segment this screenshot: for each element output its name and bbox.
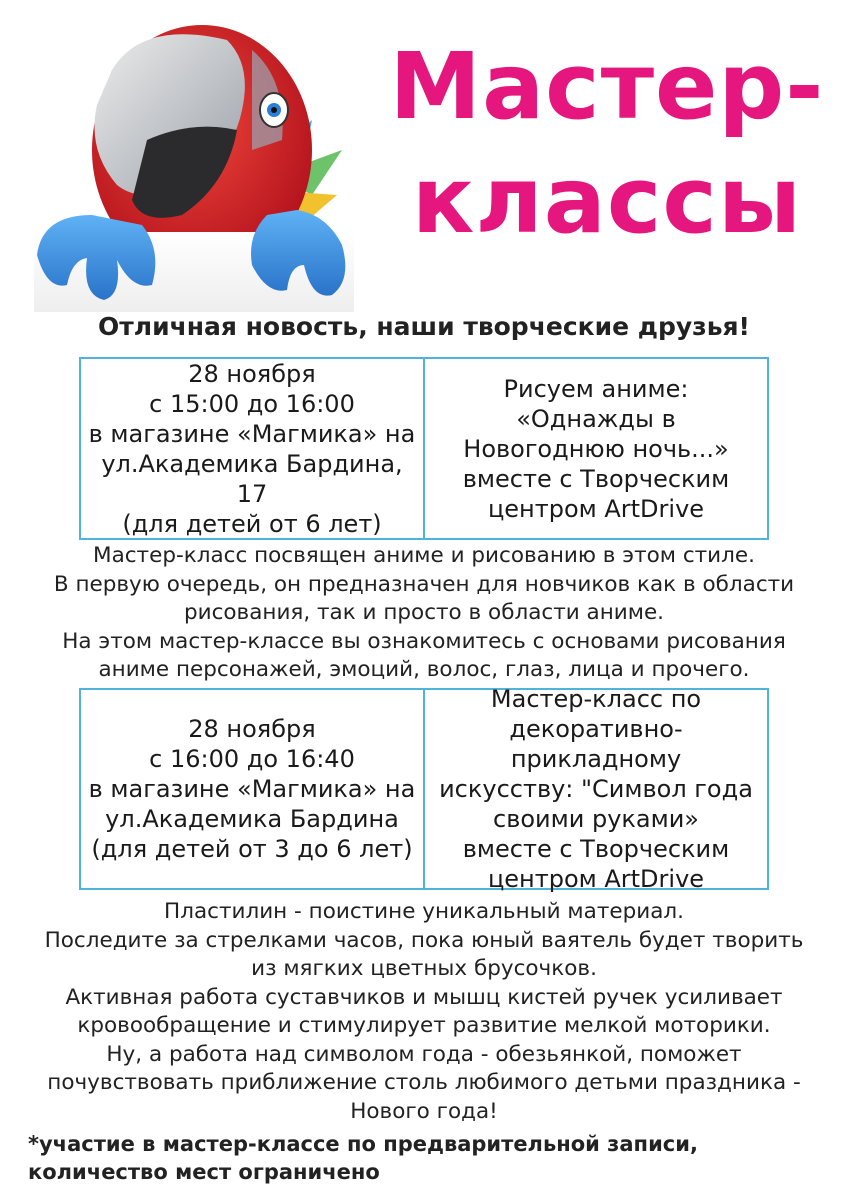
- description-line: Активная работа суставчиков и мышц кистей ручек усиливает: [65, 984, 783, 1010]
- event-2-what-line: Мастер-класс по: [490, 685, 702, 713]
- description-line: кровообращение и стимулирует развитие мелкой моторики.: [77, 1013, 771, 1038]
- description-line: Ну, а работа над символом года - обезьянкой, поможет: [106, 1041, 742, 1067]
- event-2-age: (для детей от 3 до 6 лет): [91, 835, 413, 863]
- event-1-when: [81, 359, 423, 538]
- description-line: почувствовать приближение столь любимого детьми праздника -: [47, 1070, 801, 1095]
- registration-note: [28, 1130, 828, 1186]
- event-card-1: [79, 357, 769, 540]
- event-2-what-line: своими руками»: [493, 805, 699, 833]
- event-1-date: 28 ноября: [188, 359, 316, 388]
- event-1-what-line: вместе с Творческим: [462, 464, 730, 493]
- event-card-2: [79, 685, 769, 893]
- event-1-description: [20, 542, 828, 685]
- description-line: аниме персонажей, эмоций, волос, глаз, лица и прочего.: [98, 657, 750, 682]
- description-line: из мягких цветных брусочков.: [251, 956, 597, 981]
- event-2-when: [81, 690, 423, 888]
- page-title: [372, 30, 842, 258]
- event-2-what-line: искусству: "Символ года: [439, 775, 753, 803]
- description-line: рисования, так и просто в области аниме.: [183, 600, 665, 625]
- note-line: количество мест ограничено: [28, 1160, 380, 1184]
- event-2-what: [423, 685, 767, 893]
- parrot-mascot-icon: [12, 10, 362, 315]
- event-2-place: в магазине «Магмика» на: [88, 775, 416, 803]
- description-line: В первую очередь, он предназначен для новчиков как в области: [53, 571, 795, 597]
- description-line: На этом мастер-классе вы ознакомитесь с основами рисования: [62, 628, 786, 654]
- title-line-1: Мастер-: [389, 33, 825, 140]
- event-1-what-line: Новогоднюю ночь...»: [463, 434, 729, 463]
- event-2-time: с 16:00 до 16:40: [149, 745, 355, 773]
- event-1-address: ул.Академика Бардина, 17: [101, 449, 403, 508]
- event-1-what-line: центром ArtDrive: [487, 494, 705, 523]
- event-1-what: [423, 359, 767, 538]
- note-line: *участие в мастер-классе по предварительной записи,: [28, 1132, 698, 1156]
- event-2-what-line: декоративно-прикладному: [509, 715, 683, 773]
- event-2-description: [20, 898, 828, 1126]
- event-1-what-line: Рисуем аниме: «Однажды в: [503, 374, 689, 433]
- description-line: Последите за стрелками часов, пока юный ваятель будет творить: [44, 927, 804, 953]
- event-2-what-line: вместе с Творческим: [462, 835, 730, 863]
- event-1-age: (для детей от 6 лет): [122, 509, 382, 538]
- event-1-time: с 15:00 до 16:00: [149, 389, 355, 418]
- description-line: Пластилин - поистине уникальный материал.: [164, 899, 684, 924]
- title-line-2: классы: [411, 147, 803, 254]
- description-line: Мастер-класс посвящен аниме и рисованию в этом стиле.: [93, 543, 755, 568]
- subtitle: Отличная новость, наши творческие друзья!: [98, 312, 750, 341]
- event-2-date: 28 ноября: [188, 715, 316, 743]
- event-2-what-line: центром ArtDrive: [487, 865, 705, 893]
- event-2-address: ул.Академика Бардина: [105, 805, 399, 833]
- description-line: Нового года!: [350, 1098, 498, 1124]
- event-1-place: в магазине «Магмика» на: [88, 419, 416, 448]
